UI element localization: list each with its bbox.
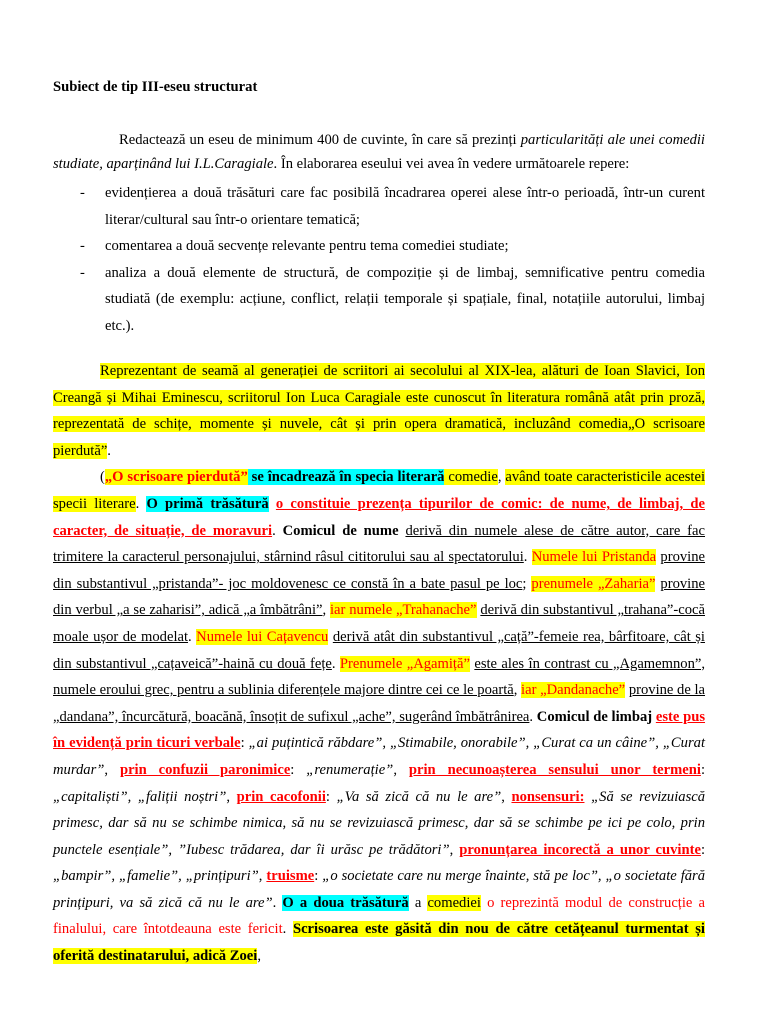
text: :	[700, 841, 705, 858]
emphasis-text: prin necunoașterea sensului unor termeni	[408, 761, 701, 778]
feature-heading: O primă trăsătură	[146, 495, 269, 512]
text: ,	[393, 761, 409, 778]
text: :	[325, 788, 337, 805]
essay-paragraph-main	[53, 464, 705, 969]
highlighted-name: Numele lui Pristanda	[531, 549, 657, 566]
text: ,	[226, 788, 237, 805]
list-item	[53, 180, 705, 233]
text: :	[314, 868, 323, 885]
text: :	[700, 761, 705, 778]
text: a	[408, 894, 428, 911]
underlined-text: derivă atât din substantivul „cață”-femeie rea, bârfitoare, cât și din substantivul „cațaveică”-haină cu două fețe	[53, 628, 705, 672]
quote-text: „renumerație”	[306, 761, 394, 778]
underlined-text: este ales în contrast cu „Agamemnon”, numele eroului grec, pentru a sublinia diferențele majore dintre cei ce le poartă	[53, 655, 706, 699]
underlined-text: provine de la „dandana”, încurcătură, boacănă, însoțit de sufixul „ache”, sugerând îmbătrânirea	[53, 682, 706, 725]
quote-text: „capitaliști”, „faliții noștri”	[53, 788, 227, 805]
underlined-text: provine din verbul „a se zaharisi”, adică „a îmbătrâni”	[53, 575, 706, 619]
task-statement	[53, 128, 705, 176]
text: ,	[449, 841, 460, 858]
text: ,	[497, 469, 506, 486]
highlighted-name: Prenumele „Agamiță”	[339, 655, 470, 672]
highlighted-text: având toate caracteristicile acestei specii literare	[53, 469, 706, 512]
task-text-italic: particularități ale unei comedii studiate, aparținând lui I.L.Caragiale	[53, 132, 705, 172]
text: .	[529, 708, 537, 725]
feature-heading: O a doua trăsătură	[282, 894, 409, 911]
text	[269, 496, 276, 512]
emphasis-text: o constituie prezența tipurilor de comic: de nume, de limbaj, de caracter, de situație, de moravuri	[53, 495, 705, 539]
text: .	[107, 442, 111, 459]
emphasis-text: prin cacofonii	[236, 788, 326, 805]
subheading-text: Comicul de nume	[282, 522, 399, 539]
work-title: „O scrisoare pierdută”	[104, 469, 248, 486]
quote-text: „Să se revizuiască primesc, dar să nu se schimbe nimica, să nu se revizuiască primesc, dar să se schimbe pe ici pe colo, prin punctele esențiale”, ”Iubesc trădarea, dar îi urăsc pe trădători”	[53, 788, 706, 858]
highlighted-name: Numele lui Cațavencu	[196, 628, 329, 645]
text: ,	[322, 602, 330, 619]
text: .	[272, 522, 283, 539]
underlined-text: derivă din numele alese de către autor, care fac trimitere la caracterul personajului, stârnind râsul cititorului sau al spectatorului	[53, 522, 706, 566]
text: .	[282, 921, 293, 938]
text: ,	[257, 948, 261, 965]
emphasis-text: este pus în evidență prin ticuri verbale	[53, 708, 706, 752]
red-text: o reprezintă modul de construcție a finalului, care întotdeauna este fericit	[53, 894, 706, 938]
highlighted-text: se încadrează în specia literară	[247, 469, 445, 486]
list-item-text: comentarea a două secvențe relevante pentru tema comediei studiate;	[105, 238, 509, 254]
emphasis-text: truisme	[266, 868, 315, 885]
task-text: Redactează un eseu de minimum 400 de cuvinte, în care să prezinți	[119, 132, 521, 148]
text: .	[272, 894, 283, 911]
underlined-text: derivă din substantivul „trahana”-cocă moale ușor de modelat	[53, 602, 705, 645]
highlighted-text: Reprezentant de seamă al generației de scriitori ai secolului al XIX-lea, alături de Ioan Slavici, Ion Creangă și Mihai Eminescu, scriitorul Ion Luca Caragiale este cunoscut în literatura română atât prin proză, reprezentată de schițe, momente și nuvele, cât și prin opera dramatică, incluzând comedia„O scrisoare pierdută”	[53, 363, 705, 459]
emphasis-text: nonsensuri:	[511, 788, 585, 805]
task-text: . În elaborarea eseului vei avea în vedere următoarele repere:	[273, 156, 630, 172]
text: ,	[501, 788, 512, 805]
text: (	[100, 469, 105, 486]
text: .	[188, 628, 197, 645]
text: ,	[258, 868, 267, 885]
quote-text: „Va să zică că nu le are”	[336, 788, 502, 805]
essay-paragraph-intro	[53, 358, 705, 464]
emphasis-text: pronunțarea incorectă a unor cuvinte	[459, 841, 701, 858]
quote-text: „bampir”, „famelie”, „prințipuri”	[53, 868, 259, 885]
underlined-text: provine din substantivul „pristanda”- joc moldovenesc ce constă în a bate pasul pe loc	[53, 549, 706, 592]
text: :	[240, 735, 249, 752]
highlighted-name: iar „Dandanache”	[521, 682, 626, 699]
list-item-text: analiza a două elemente de structură, de compoziție și de limbaj, semnificative pentru comedia studiată (de exemplu: acțiune, conflict, relații temporale și spațiale, final, notațiile autorului, limbaj etc.).	[105, 264, 705, 334]
highlighted-name: iar numele „Trahanache”	[330, 602, 477, 619]
text: .	[135, 495, 147, 512]
page-title: Subiect de tip III-eseu structurat	[53, 79, 258, 95]
emphasis-text: prin confuzii paronimice	[119, 761, 291, 778]
text: :	[290, 761, 307, 778]
subheading-text: Comicul de limbaj	[536, 708, 653, 725]
list-marker: -	[80, 185, 85, 201]
text: .	[331, 655, 340, 672]
text: ;	[522, 575, 532, 592]
list-item	[53, 233, 705, 260]
requirements-list	[53, 180, 705, 339]
text: ,	[104, 761, 120, 778]
highlighted-name: prenumele „Zaharia”	[531, 575, 656, 592]
highlighted-text: comedie	[444, 469, 498, 486]
list-item	[53, 260, 705, 340]
list-item-text: evidențierea a două trăsături care fac posibilă încadrarea operei alese într-o perioadă, într-un curent literar/cultural sau într-o orientare tematică;	[105, 185, 705, 228]
essay-body	[53, 358, 705, 970]
list-marker: -	[80, 264, 85, 281]
text: ,	[513, 682, 522, 699]
highlighted-text: comediei	[427, 894, 481, 911]
text: .	[523, 549, 532, 566]
quote-text: „ai puțintică răbdare”, „Stimabile, onorabile”, „Curat ca un câine”, „Curat murdar”	[53, 735, 705, 778]
quote-text: „o societate care nu merge înainte, stă pe loc”, „o societate fără prințipuri, va să zică că nu le are”	[53, 868, 706, 911]
highlighted-text: Scrisoarea este găsită din nou de către cetățeanul turmentat și oferită destinatarului, adică Zoei	[53, 921, 705, 965]
list-marker: -	[80, 238, 85, 254]
